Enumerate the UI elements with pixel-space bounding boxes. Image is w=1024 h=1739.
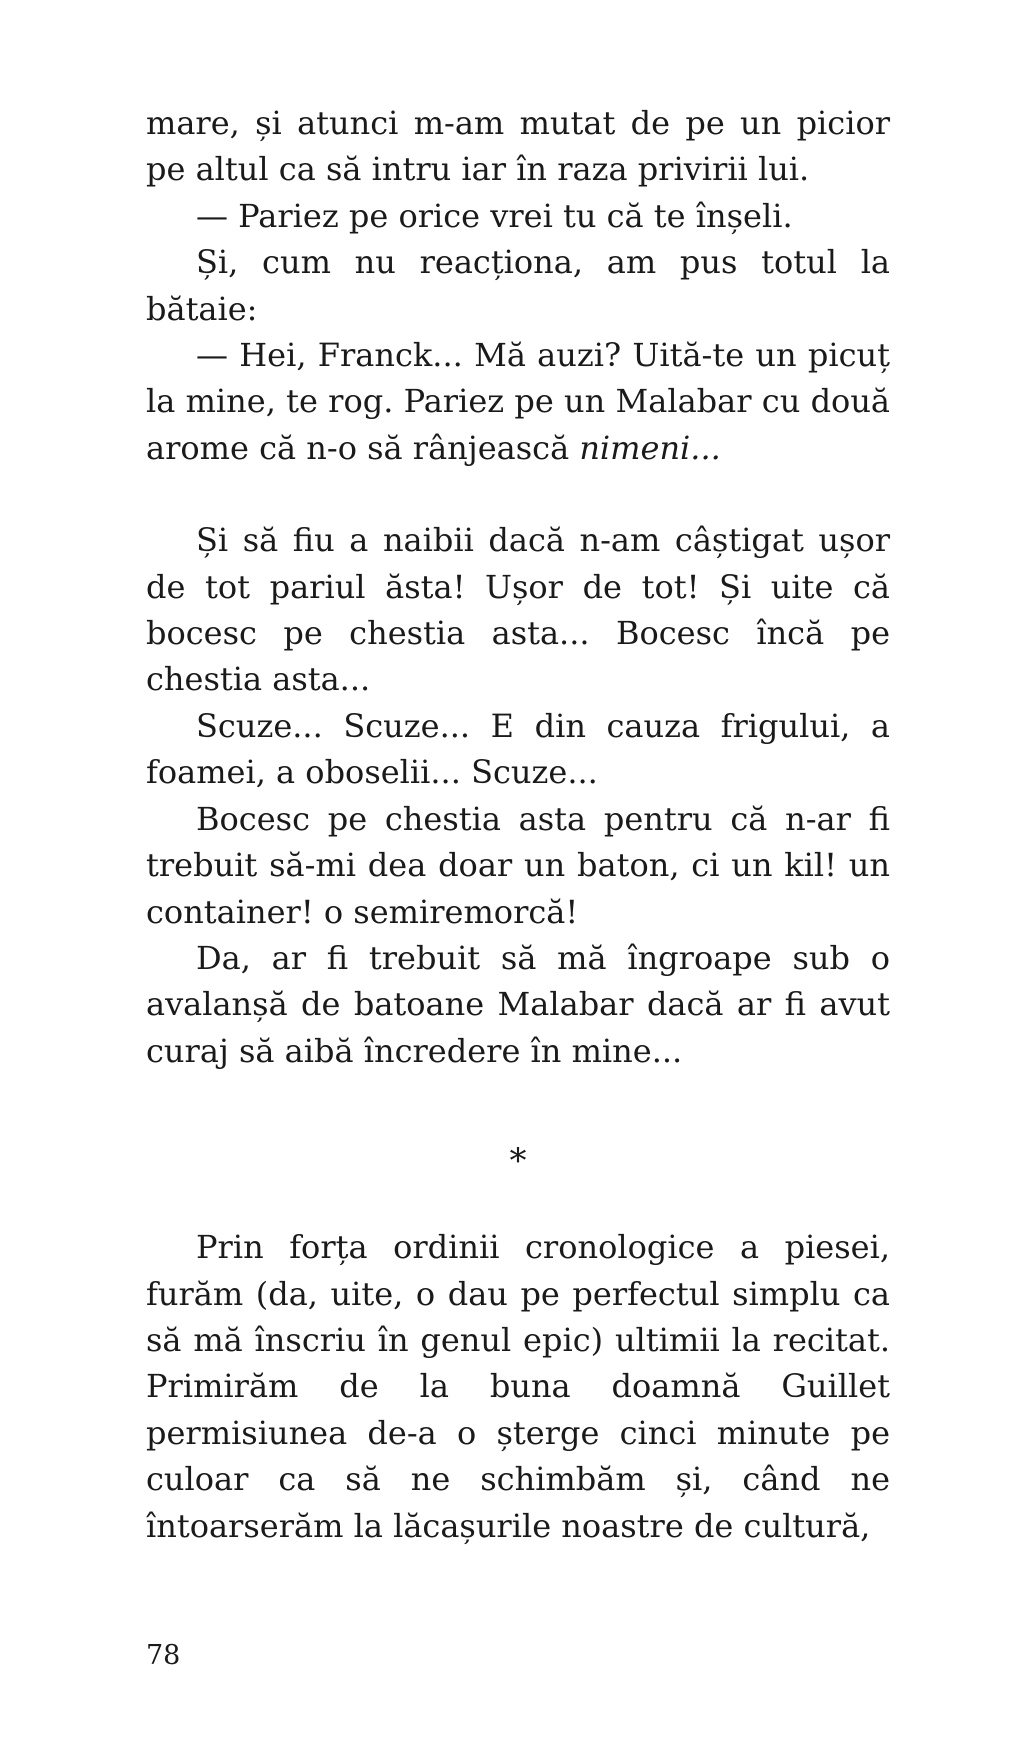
paragraph: Bocesc pe chestia asta pentru că n-ar fi trebuit să-mi dea doar un baton, ci un kil! un container! o semiremorcă! — [146, 799, 890, 931]
paragraph: Prin forța ordinii cronologice a piesei, furăm (da, uite, o dau pe perfectul simplu ca să mă înscriu în genul epic) ultimii la recitat. Primirăm de la buna doamnă Guillet permisiunea de-a o șterge cinci minute pe culoar ca să ne schimbăm și, când ne întoarserăm la lăcașurile noastre de cultură, — [146, 1228, 890, 1545]
italic-word: nimeni... — [579, 428, 721, 467]
paragraph-gap — [146, 471, 890, 517]
paragraph: Da, ar fi trebuit să mă îngroape sub o avalanșă de batoane Malabar dacă ar fi avut curaj să aibă încredere în mine... — [146, 938, 890, 1070]
section-separator: * — [509, 1141, 527, 1182]
paragraph-text: — Hei, Franck... Mă auzi? Uită-te un picuț la mine, te rog. Pariez pe un Malabar cu două arome că n-o să rânjească — [146, 336, 890, 467]
paragraph — [146, 332, 890, 471]
paragraph: Și să fiu a naibii dacă n-am câștigat ușor de tot pariul ăsta! Ușor de tot! Și uite că bocesc pe chestia asta... Bocesc încă pe chestia asta... — [146, 521, 890, 699]
page-number: 78 — [146, 1640, 181, 1671]
page-body — [146, 100, 890, 1549]
paragraph: Și, cum nu reacționa, am pus totul la bătaie: — [146, 243, 890, 328]
paragraph: Scuze... Scuze... E din cauza frigului, a foamei, a oboselii... Scuze... — [146, 706, 890, 792]
paragraph: mare, și atunci m-am mutat de pe un picior pe altul ca să intru iar în raza privirii lui. — [146, 104, 890, 189]
paragraph: — Pariez pe orice vrei tu că te înșeli. — [196, 196, 793, 235]
